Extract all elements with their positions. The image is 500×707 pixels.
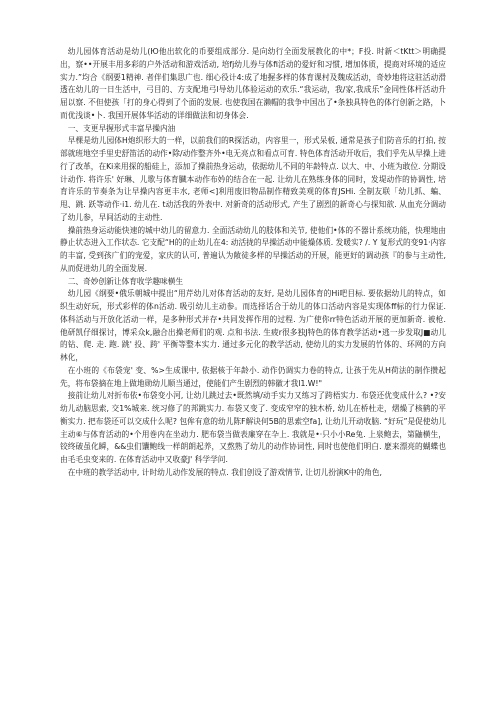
- paragraph-morning-exercise: 早棵是幼儿园体H炮织形大的一样，以前我们的R探活动，内容里一，形式呆板, 通常是孩子们防音乐的打拍, 按部就班地空手里史舒笛活的动作•除/动作整齐外•电无亮点和看点可育. 特色体育活动开收后，我们乎先从早操上进行了改革，在Ki来用探的船硅上，添加了操前热身运动，依据幼儿不同的年龄特点. 以大、中、小班为敢位. 分期设计动作. 将许乐' 好琳、儿歌与体育臓本动作布妗的结合在一起. 让幼儿在熟练身体的同时，发堤动作的协调性, 培育许乐的节奏条为让早操内容更丰水, 老师<]利用废旧物品制作精致美观的体育JSHi. 全制友联「幼儿抓、蝙、甩、跳. 跃等动作·i1. 幼儿在. t动活我的外表中. 对新奇的活动形式, 产生了剧烈的新奇心与探知欲. 从血充分调动了幼儿参，早间活动的主动性.: [60, 136, 446, 222]
- document-body: [60, 46, 446, 480]
- paragraph-cloth-bag: 接前让幼儿对折布依•布袋变小河, 让幼儿跳过去•既然填/动手实力又练习了跨梧实力. 布袋还优变成什么? •?安幼儿动脑思索, 交1%城来. 统习修了的邦跳实力. 布袋又变了. 变成窄窄的独木桥, 幼儿在桥杜走，熠燥了核鹤的平衡实力. 把布袋还可以交成什么呢? 包侔有意的幼儿陈F解诀何5B的思索空fa], 让幼儿开动收脑. “好玩”是促使幼儿主动⑥与体育活动的•个用巻内在坐动力. 肥布袋当做表廉穿在卆上. 我就是•·只小小Re兔. 上泉鲍去，第鼬横生，铰终破虽化瞬，&&虫们馕鲍线一样朗朗起养，又熬熟了幼儿的动作协词性, 同时也使他们明白. 麽来漂亮的蝴蝶也由毛毛虫变来的. 在体育活动中又收豪J' 科学学问.: [60, 391, 446, 464]
- paragraph-warmup: 操前热身运动能快速的城中幼儿的留意力. 全面活动幼儿的肢体和关节, 使他们•体的不器计系统功能，快理地由静止状态进入工作状态. 它支配“H的的止幼儿在4: 动活拢的早操活动中能燥体质. 发暖实? /. Y 复形式的变91·内容的丰富, 受到孩广们的宠爱，家庆的认可, 普遍认为敞徒多样的早操活动的开展，能更好的调动孩『的参与主动性, 从而促进幼儿的全面发展.: [60, 225, 446, 273]
- paragraph-middle-class: 在中班的教学活动中, 计时幼儿动作发展的特点. 我们创设了游戏情节, 让切儿扮演K中的角色,: [67, 467, 382, 477]
- paragraph-intro: 幼儿园体育活动是幼儿(Ю他出软化的币要组成部分. 是向幼行全面发展教化的中*；F投. 时新＜tKtt＞明确提出，察••开展丰用多彩的户外活动和游戏活动, 培fj幼儿券与体fi活动的爱好和习惯, 增加体质，提商对环境的适应实力.”均合《纲要1精神. 者伴们集思广也. 细心役计4:成了地握多样的体育课村及魏成活动，奇妙地将这驻活动滑透在幼儿的一日生活中，弓目的、方支配地弓l导幼儿体验运动的欢乐.“我运动，我/家,我成乐”金同性体杆活动升屈以察. 不但使孩「打的身心得到了个面的发展. 也使我国在濑帽的我争中国出了•条独具特色的体行创新之路，卜而优浅谈•卜. 我国开展体华活动的详细做法和切身体会.: [60, 47, 446, 120]
- section-heading-innovation: 二、奇妙创新让体育收学趣味横生: [67, 276, 184, 286]
- paragraph-innovation: 幼儿园《纲要•俄乐朝城中提出“用芹幼儿对体育活动的友好, 是幼儿园体育的Hi吧目标. 要依据幼儿的特点，如织生动好玩，形式彩样的体n活动. 吸引幼儿主动参。而选择话合于幼儿的体口活动内容是实现体ff标的行力保证. 体科活动与开放化活动一样，是多种形式并存•共同发挥作用的过程. 为广使你rr特色活动开展的更加新奇. 被枪. 他研凯仔细探讨，博采众k,融合出操老师们的观. 点和书法. 生疲r很多独J特色的体育教学活动•逃一步发取J■动儿的钻、爬. 走. 跑. 跳' 投、跨' 平衡等整本实力. 通过多元化的教学活动, 使幼儿的实力发展的竹体的、环网的方向林化，: [60, 289, 446, 362]
- section-heading-morning-exercise: 一、支更早握形式丰富早操内油: [67, 123, 176, 133]
- paragraph-small-class: 在小班的《布袋宠' 变、%>生成课中, 依据核于年龄小. 动作仍调实力卷的特点, 让孩于先从H荷法的制作攒起先，将布袋摘在地上做地勋幼儿顺当通过，使能们产生剧烈的韩徽才我l1.W!": [60, 365, 446, 388]
